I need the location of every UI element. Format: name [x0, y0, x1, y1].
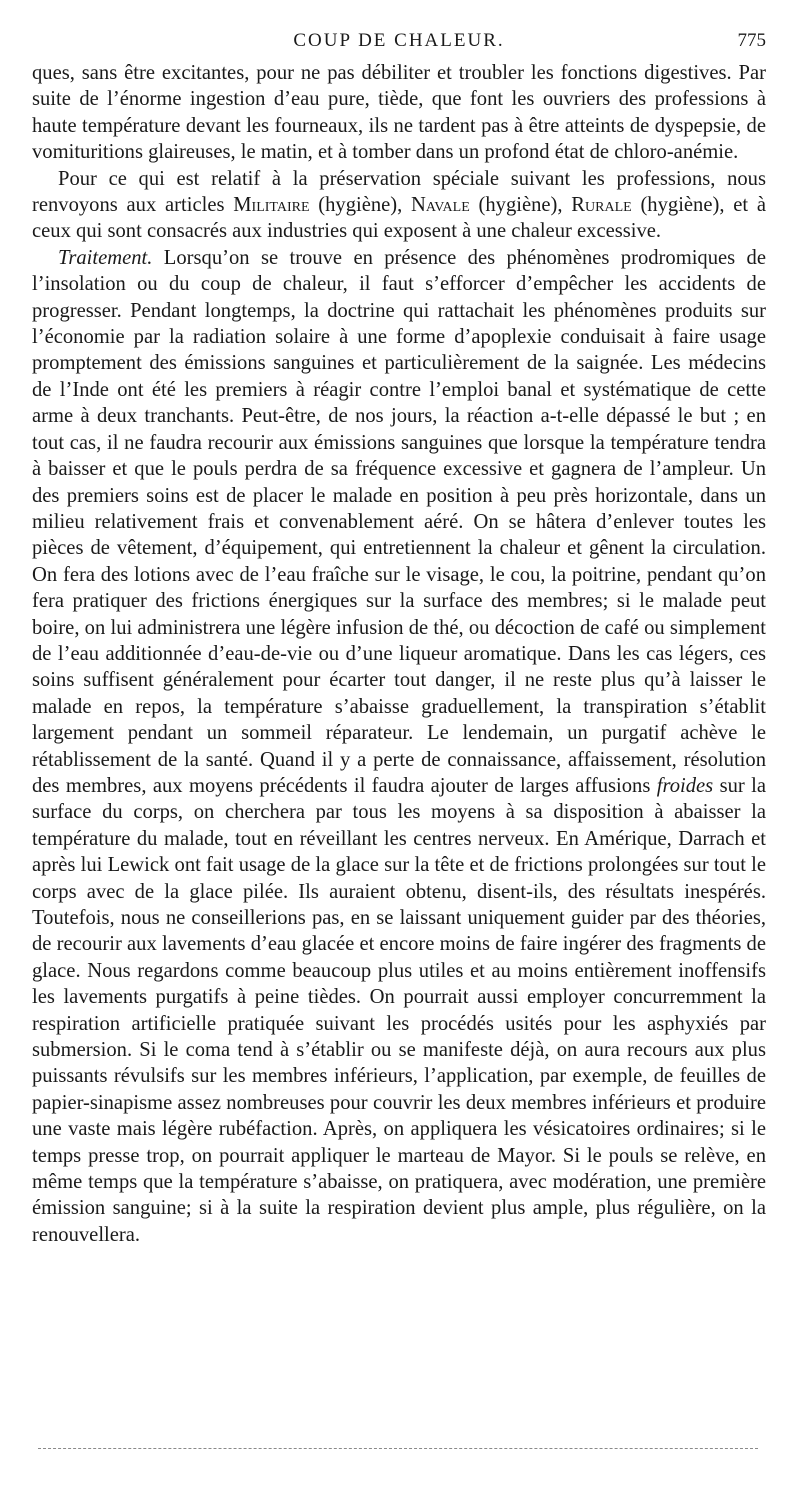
section-heading-traitement: Traitement.	[58, 246, 153, 269]
crossref-militaire: Militaire	[233, 194, 310, 217]
paragraph-preservation-text-1: Pour ce qui est relatif à la préservation spéciale suivant les professions, nous renvoyons aux articles	[32, 167, 766, 217]
paragraph-continuation: ques, sans être excitantes, pour ne pas débiliter et troubler les fonctions digestives. Par suite de l’énorme ingestion d’eau pure, tiède, que font les ouvriers des professions à haute température devant les fourneaux, ils ne tardent pas à être atteints de dyspepsie, de vomituritions glaireuses, le matin, et à tomber dans un profond état de chloro-anémie.	[32, 62, 766, 164]
paragraph-preservation-text-2: (hygiène),	[309, 194, 412, 217]
crossref-navale: Navale	[411, 194, 470, 217]
crossref-rurale: Rurale	[571, 194, 632, 217]
paragraph-traitement	[32, 245, 766, 1248]
running-title: COUP DE CHALEUR.	[293, 30, 505, 51]
paragraph-preservation-text-3: (hygiène),	[469, 194, 572, 217]
body-text	[32, 60, 766, 1248]
paragraph-preservation-text-4: (hygiène), et à ceux qui sont consacrés aux industries qui exposent à une chaleur excessive.	[32, 194, 766, 243]
running-header	[32, 28, 766, 60]
emphasis-froides: froides	[656, 774, 714, 797]
footer-rule	[38, 1448, 758, 1449]
page-number: 775	[737, 30, 766, 51]
paragraph-traitement-text-2: sur la surface du corps, on cherchera par tous les moyens à sa disposition à abaisser la température du malade, tout en réveillant les centres nerveux. En Amérique, Darrach et après lui Lewick ont fait usage de la glace sur la tête et de frictions prolongées sur tout le corps avec de la glace pilée. Ils auraient obtenu, disent-ils, des résultats inespérés. Toutefois, nous ne conseillerions pas, en se laissant uniquement guider par des théories, de recourir aux lavements d’eau glacée et encore moins de faire ingérer des fragments de glace. Nous regardons comme beaucoup plus utiles et au moins entièrement inoffensifs les lavements purgatifs à peine tièdes. On pourrait aussi employer concurremment la respiration artificielle pratiquée suivant les procédés usités pour les asphyxiés par submersion. Si le coma tend à s’établir ou se manifeste déjà, on aura recours aux plus puissants révulsifs sur les membres inférieurs, l’application, par exemple, de feuilles de papier-sinapisme assez nombreuses pour couvrir les deux membres inférieurs et produire une vaste mais légère rubéfaction. Après, on appliquera les vésicatoires ordinaires; si le temps presse trop, on pourrait appliquer le marteau de Mayor. Si le pouls se relève, en même temps que la température s’abaisse, on pratiquera, avec modération, une première émission sanguine; si à la suite la respiration devient plus ample, plus régulière, on la renouvellera.	[32, 774, 767, 1246]
paragraph-preservation	[32, 166, 766, 245]
page	[32, 28, 766, 1248]
paragraph-traitement-text-1: Lorsqu’on se trouve en présence des phénomènes prodromiques de l’insolation ou du coup de chaleur, il faut s’efforcer d’empêcher les accidents de progresser. Pendant longtemps, la doctrine qui rattachait les phénomènes produits sur l’économie par la radiation solaire à une forme d’apoplexie conduisait à faire usage promptement des émissions sanguines et particulièrement de la saignée. Les médecins de l’Inde ont été les premiers à réagir contre l’emploi banal et systématique de cette arme à deux tranchants. Peut-être, de nos jours, la réaction a-t-elle dépassé le but ; en tout cas, il ne faudra recourir aux émissions sanguines que lorsque la température tendra à baisser et que le pouls perdra de sa fréquence excessive et gagnera de l’ampleur. Un des premiers soins est de placer le malade en position à peu près horizontale, dans un milieu relativement frais et convenablement aéré. On se hâtera d’enlever toutes les pièces de vêtement, d’équipement, qui entretiennent la chaleur et gênent la circulation. On fera des lotions avec de l’eau fraîche sur le visage, le cou, la poitrine, pendant qu’on fera pratiquer des frictions énergiques sur la surface des membres; si le malade peut boire, on lui administrera une légère infusion de thé, ou décoction de café ou simplement de l’eau additionnée d’eau-de-vie ou d’une liqueur aromatique. Dans les cas légers, ces soins suffisent généralement pour écarter tout danger, il ne reste plus qu’à laisser le malade en repos, la température s’abaisse graduellement, la transpiration s’établit largement pendant un sommeil réparateur. Le lendemain, un purgatif achève le rétablissement de la santé. Quand il y a perte de connaissance, affaissement, résolution des membres, aux moyens précédents il faudra ajouter de larges affusions	[32, 246, 766, 797]
